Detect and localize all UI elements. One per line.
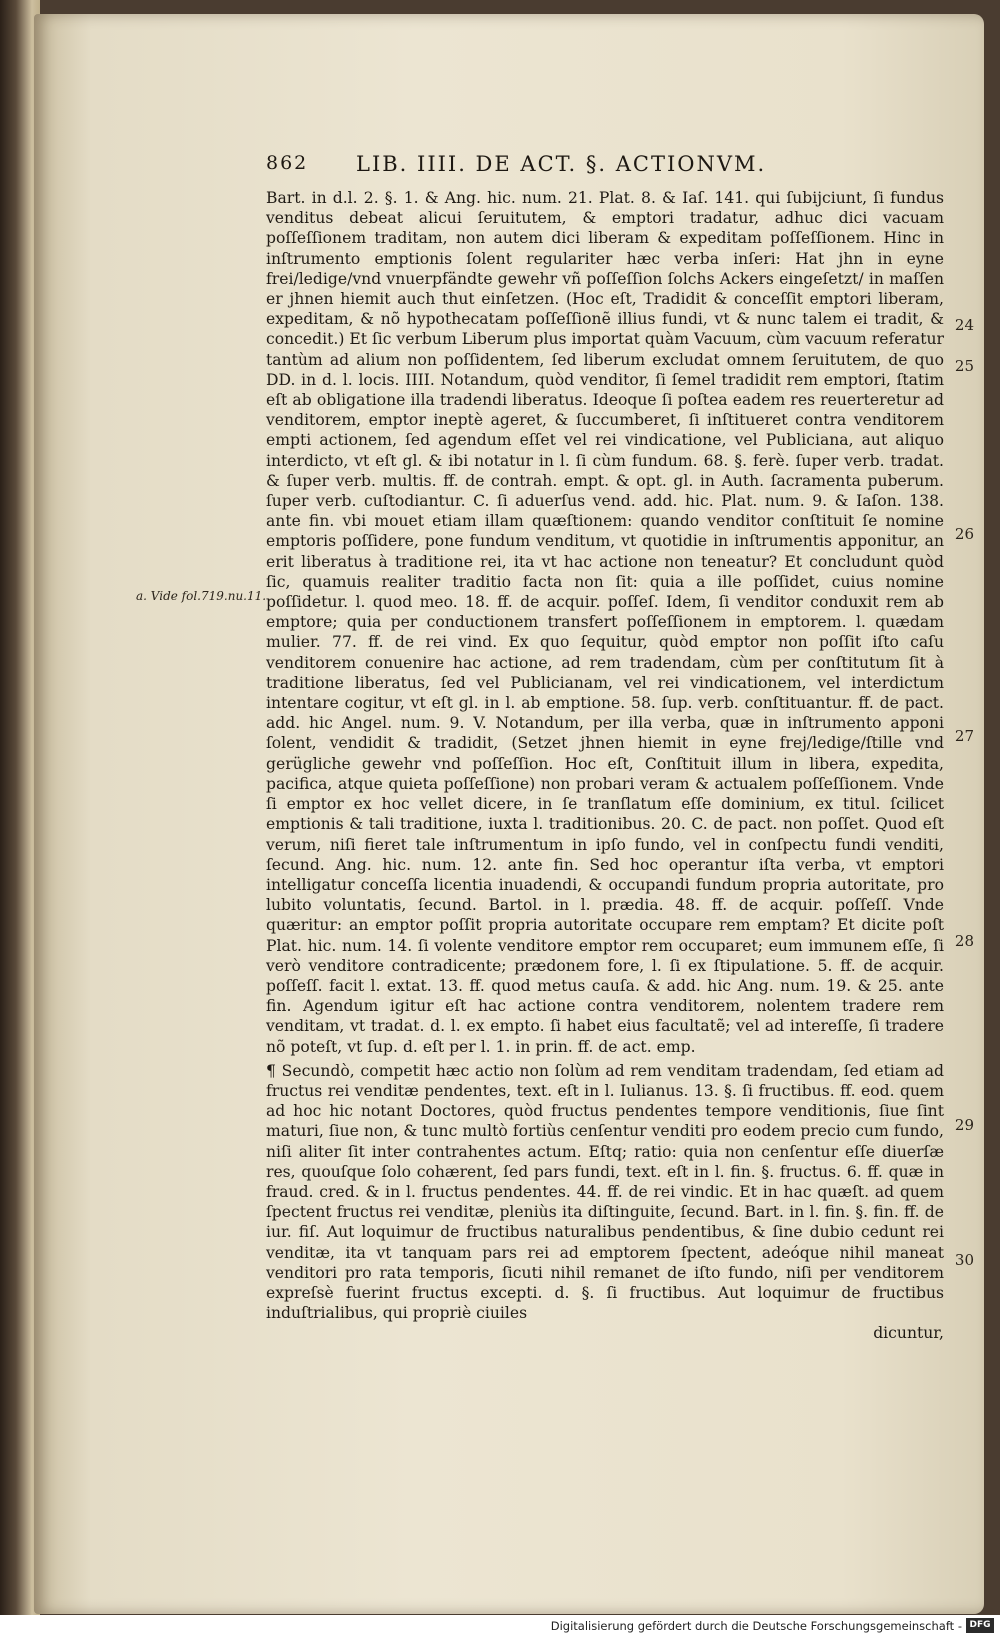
running-title: LIB. IIII. DE ACT. §. ACTIONVM. — [356, 152, 767, 176]
digitization-footer — [0, 1615, 1000, 1637]
running-header — [266, 152, 966, 180]
main-text — [266, 188, 944, 1344]
margin-number: 25 — [954, 357, 974, 375]
dfg-logo-icon: DFG — [966, 1618, 994, 1633]
footer-credit: Digitalisierung gefördert durch die Deutsche Forschungsgemeinschaft - — [550, 1619, 962, 1633]
margin-number: 29 — [954, 1116, 974, 1134]
margin-number: 27 — [954, 727, 974, 745]
margin-number: 26 — [954, 525, 974, 543]
paragraph: Bart. in d.l. 2. §. 1. & Ang. hic. num. 21. Plat. 8. & Iaſ. 141. qui ſubijciunt, ſi fundus venditus debeat alicui ſeruitutem, & emptori tradatur, adhuc dici vacuam poſſeſſionem traditam, non autem dici liberam & expeditam poſſeſſionem. Hinc in inſtrumento emptionis ſolent regulariter hæc verba inſeri: Hat jhn in eyne frei/ledige/vnd vnuerpfändte gewehr vñ poſſeſſion ſolchs Ackers eingeſetzt/ in maſſen er jhnen hiemit auch thut einſetzen. (Hoc eſt, Tradidit & conceſſit emptori liberam, expeditam, & nõ hypothecatam poſſeſſionẽ illius fundi, vt & nunc talem ei tradit, & concedit.) Et ſic verbum Liberum plus importat quàm Vacuum, cùm vacuum referatur tantùm ad alium non poſſidentem, ſed liberum excludat omnem ſeruitutem, de quo DD. in d. l. locis. IIII. Notandum, quòd venditor, ſi ſemel tradidit rem emptori, ſtatim eſt ab obligatione illa tradendi liberatus. Ideoque ſi poſtea eadem res reuerteretur ad venditorem, emptor ineptè ageret, & ſuccumberet, ſi inſtitueret contra venditorem empti actionem, ſed agendum eſſet vel rei vindicatione, vel Publiciana, aut aliquo interdicto, vt eſt gl. & ibi notatur in l. ſi cùm fundum. 68. §. ferè. ſuper verb. tradat. & ſuper verb. multis. ff. de contrah. empt. & opt. gl. in Auth. ſacramenta puberum. ſuper verb. cuſtodiantur. C. ſi aduerſus vend. add. hic. Plat. num. 9. & Iaſon. 138. ante fin. vbi mouet etiam illam quæſtionem: quando venditor conſtituit ſe nomine emptoris poſſidere, pone fundum venditum, vt quotidie in inſtrumentis apponitur, an erit liberatus à traditione rei, ita vt hac actione non teneatur? Et concludunt quòd ſic, quamuis realiter traditio facta non ſit: quia a ille poſſidet, cuius nomine poſſidetur. l. quod meo. 18. ff. de acquir. poſſeſ. Idem, ſi venditor conduxit rem ab emptore; quia per conductionem transfert poſſeſſionem in emptorem. l. quædam mulier. 77. ff. de rei vind. Ex quo ſequitur, quòd emptor non poſſit iſto caſu venditorem conuenire hac actione, ad rem tradendam, cùm per conſtitutum ſit à traditione liberatus, ſed vel Publicianam, vel rei vindicationem, vel interdictum intentare cogitur, vt eſt gl. in l. ab emptione. 58. ſup. verb. conſtituantur. ff. de pact. add. hic Angel. num. 9. V. Notandum, per illa verba, quæ in inſtrumento apponi ſolent, vendidit & tradidit, (Setzet jhnen hiemit in eyne frej/ledige/ſtille vnd gerügliche gewehr vnd poſſeſſion. Hoc eſt, Conſtituit illum in libera, expedita, pacifica, atque quieta poſſeſſione) non probari veram & actualem poſſeſſionem. Vnde ſi emptor ex hoc vellet dicere, in ſe tranſlatum eſſe dominium, ex titul. ſcilicet emptionis & tali traditione, iuxta l. traditionibus. 20. C. de pact. non poſſet. Quod eſt verum, niſi fieret tale inſtrumentum in ipſo fundo, vel in conſpectu fundi venditi, ſecund. Ang. hic. num. 12. ante fin. Sed hoc operantur iſta verba, vt emptori intelligatur conceſſa licentia inuadendi, & occupandi fundum propria autoritate, pro lubito voluntatis, ſecund. Bartol. in l. prædia. 48. ff. de acquir. poſſeſſ. Vnde quæritur: an emptor poſſit propria autoritate occupare rem emptam? Et dicite poſt Plat. hic. num. 14. ſi volente venditore emptor rem occuparet; eum immunem eſſe, ſi verò venditore contradicente; prædonem fore, l. ſi ex ſtipulatione. 5. ff. de acquir. poſſeſſ. facit l. extat. 13. ff. quod metus cauſa. & add. hic Ang. num. 19. & 25. ante fin. Agendum igitur eſt hac actione contra venditorem, nolentem tradere rem venditam, vt tradat. d. l. ex empto. ſi habet eius facultatẽ; vel ad intereſſe, ſi tradere nõ poteſt, vt ſup. d. eſt per l. 1. in prin. ff. de act. emp. — [266, 189, 944, 1056]
paragraph: ¶ Secundò, competit hæc actio non ſolùm ad rem venditam tradendam, ſed etiam ad fructus rei venditæ pendentes, text. eſt in l. Iulianus. 13. §. ſi fructibus. ff. eod. quem ad hoc hic notant Doctores, quòd fructus pendentes tempore venditionis, ſiue ſint maturi, ſiue non, & tunc multò fortiùs cenſentur venditi pro eodem precio cum fundo, niſi aliter ſit inter contrahentes actum. Eſtq; ratio: quia non cenſentur eſſe diuerſæ res, quouſque ſolo cohærent, ſed pars fundi, text. eſt in l. fin. §. fructus. 6. ff. quæ in fraud. cred. & in l. fructus pendentes. 44. ff. de rei vindic. Et in hac quæſt. ad quem ſpectent fructus rei venditæ, pleniùs ita diſtinguite, ſecund. Bart. in l. fin. §. fin. ff. de iur. fiſ. Aut loquimur de fructibus naturalibus pendentibus, & ſine dubio cedunt rei venditæ, ita vt tanquam pars rei ad emptorem ſpectent, adeóque nihil maneat venditori pro rata temporis, ſicuti nihil remanet de iſto fundo, niſi per venditorem expreſsè fuerint fructus excepti. d. §. ſi fructibus. Aut loquimur de fructibus induſtrialibus, qui propriè ciuiles — [266, 1061, 944, 1323]
catchword: dicuntur, — [873, 1324, 944, 1343]
margin-number: 28 — [954, 932, 974, 950]
margin-number: 30 — [954, 1251, 974, 1269]
folio-number: 862 — [266, 152, 309, 174]
margin-number: 24 — [954, 316, 974, 334]
margin-note: a. Vide fol.719.nu.11. — [136, 589, 267, 603]
